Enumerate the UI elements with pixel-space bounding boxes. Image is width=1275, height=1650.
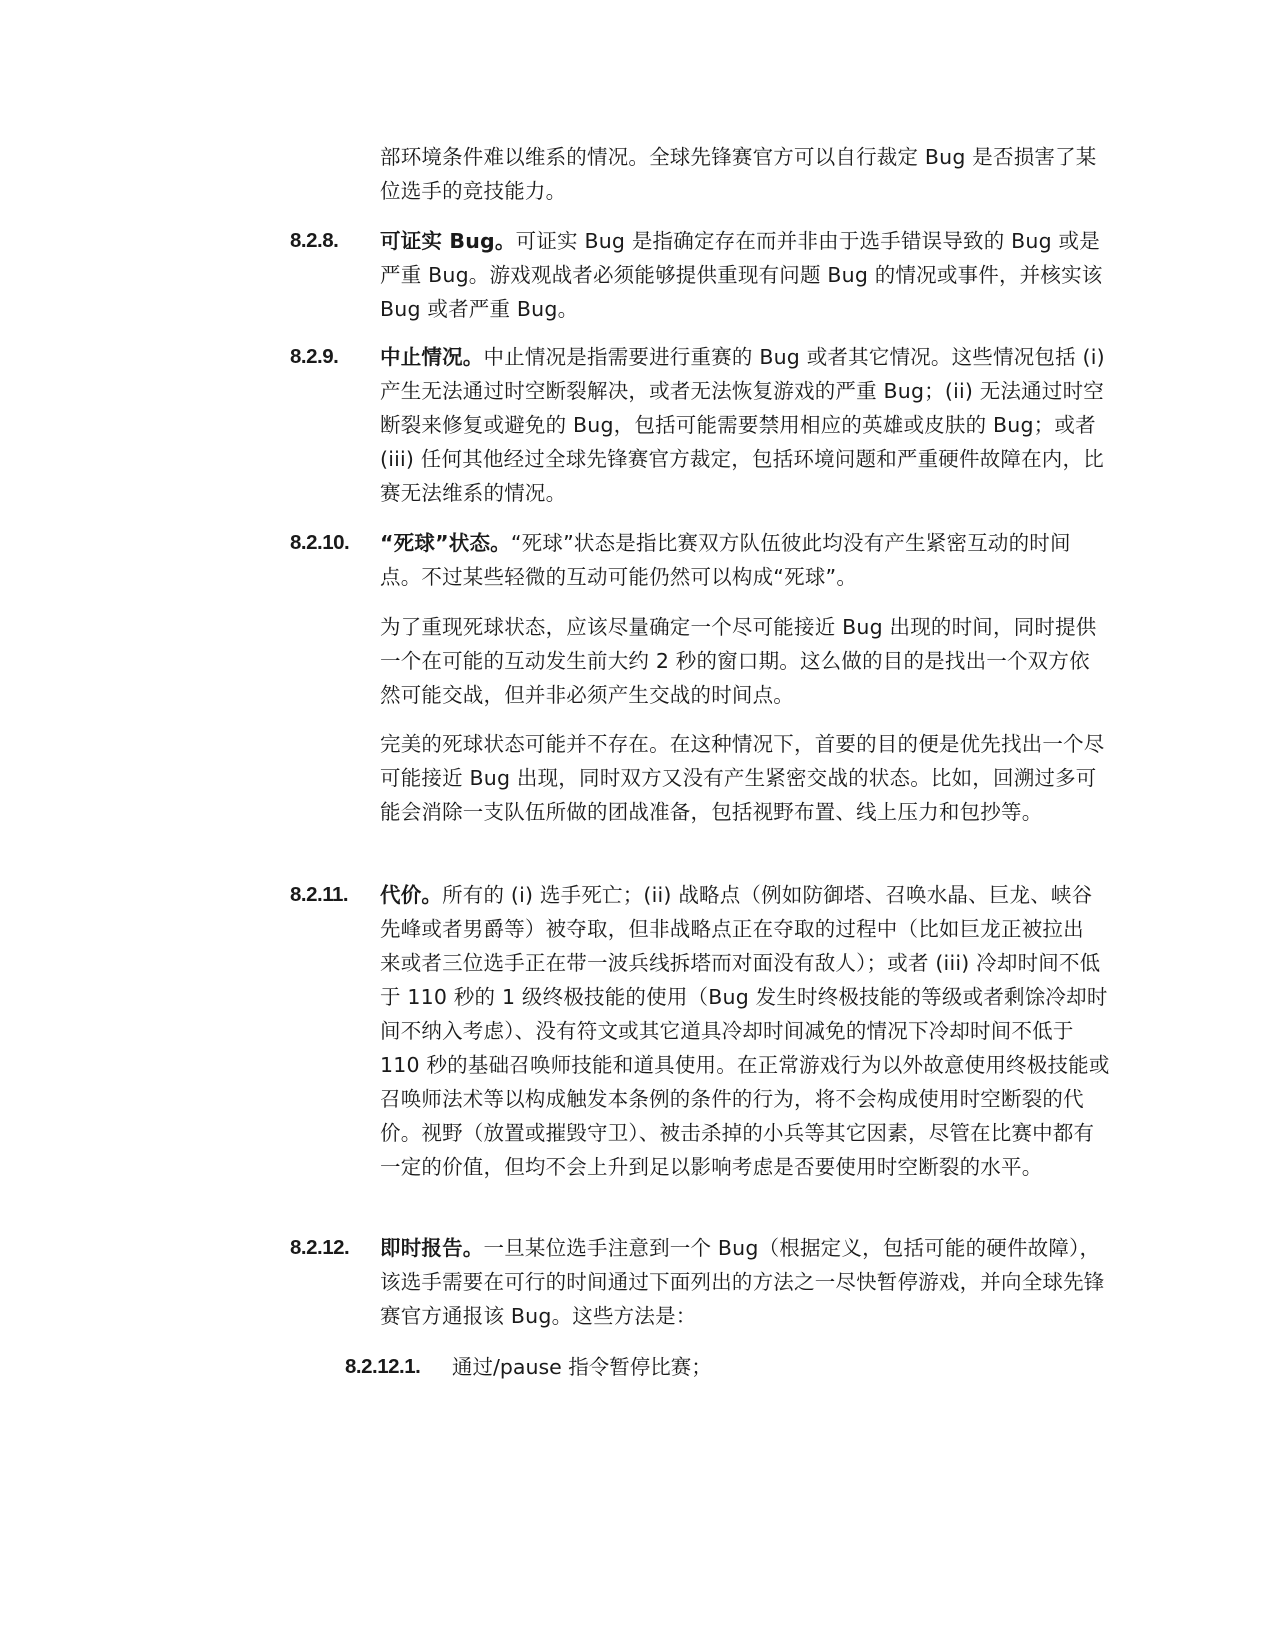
dead-ball-paragraph-1: 为了重现死球状态，应该尽量确定一个尽可能接近 Bug 出现的时间，同时提供一个在可能的互动发生前大约 2 秒的窗口期。这么做的目的是找出一个双方依然可能交战，但并非必须产生交战的时间点。 — [380, 615, 1097, 707]
clause-term: 可证实 Bug。 — [380, 229, 516, 253]
clause-number: 8.2.10. — [290, 531, 350, 554]
clause-term: “死球”状态。 — [380, 531, 511, 555]
clause-number: 8.2.9. — [290, 345, 339, 368]
clause-text: “死球”状态是指比赛双方队伍彼此均没有产生紧密互动的时间点。不过某些轻微的互动可能仍然可以构成“死球”。 — [380, 531, 1071, 589]
continuation-paragraph: 部环境条件难以维系的情况。全球先锋赛官方可以自行裁定 Bug 是否损害了某位选手的竞技能力。 — [380, 145, 1097, 203]
clause-number: 8.2.12. — [290, 1236, 350, 1259]
clause-text: 一旦某位选手注意到一个 Bug（根据定义，包括可能的硬件故障），该选手需要在可行的时间通过下面列出的方法之一尽快暂停游戏，并向全球先锋赛官方通报该 Bug。这些方法是： — [380, 1236, 1105, 1328]
clause-body — [380, 224, 1110, 326]
clause-text: 所有的 (i) 选手死亡；(ii) 战略点（例如防御塔、召唤水晶、巨龙、峡谷先峰或者男爵等）被夺取，但非战略点正在夺取的过程中（比如巨龙正被拉出 来或者三位选手正在带一波兵线拆塔而对面没有敌人）；或者 (iii) 冷却时间不低于 110 秒的 1 级终极技能的使用（Bug 发生时终极技能的等级或者剩馀冷却时间不纳入考虑）、没有符文或其它道具冷却时间减免的情况下冷却时间不低于 110 秒的基础召唤师技能和道具使用。在正常游戏行为以外故意使用终极技能或召唤师法术等以构成触发本条例的条件的行为，将不会构成使用时空断裂的代价。视野（放置或摧毁守卫）、被击杀掉的小兵等其它因素，尽管在比赛中都有一定的价值，但均不会上升到足以影响考虑是否要使用时空断裂的水平。 — [380, 883, 1110, 1179]
clause-term: 中止情况。 — [380, 345, 484, 369]
clause-text: 可证实 Bug 是指确定存在而并非由于选手错误导致的 Bug 或是严重 Bug。游戏观战者必须能够提供重现有问题 Bug 的情况或事件，并核实该 Bug 或者严重 Bug。 — [380, 229, 1103, 321]
clause-body — [380, 878, 1110, 1184]
clause-body — [380, 526, 1110, 594]
clause-body — [380, 340, 1110, 510]
clause-text: 中止情况是指需要进行重赛的 Bug 或者其它情况。这些情况包括 (i) 产生无法通过时空断裂解决，或者无法恢复游戏的严重 Bug；(ii) 无法通过时空断裂来修复或避免的 Bug，包括可能需要禁用相应的英雄或皮肤的 Bug；或者 (iii) 任何其他经过全球先锋赛官方裁定，包括环境问题和严重硬件故障在内，比赛无法维系的情况。 — [380, 345, 1105, 505]
subclause-text: 通过/pause 指令暂停比赛； — [452, 1355, 712, 1379]
clause-number: 8.2.8. — [290, 229, 339, 252]
dead-ball-paragraph-2: 完美的死球状态可能并不存在。在这种情况下，首要的目的便是优先找出一个尽可能接近 Bug 出现，同时双方又没有产生紧密交战的状态。比如，回溯过多可能会消除一支队伍所做的团战准备，包括视野布置、线上压力和包抄等。 — [380, 732, 1105, 824]
clause-term: 即时报告。 — [380, 1236, 484, 1260]
subclause-number: 8.2.12.1. — [345, 1355, 421, 1378]
clause-term: 代价。 — [380, 883, 443, 907]
clause-body — [380, 1231, 1110, 1333]
clause-number: 8.2.11. — [290, 883, 349, 906]
